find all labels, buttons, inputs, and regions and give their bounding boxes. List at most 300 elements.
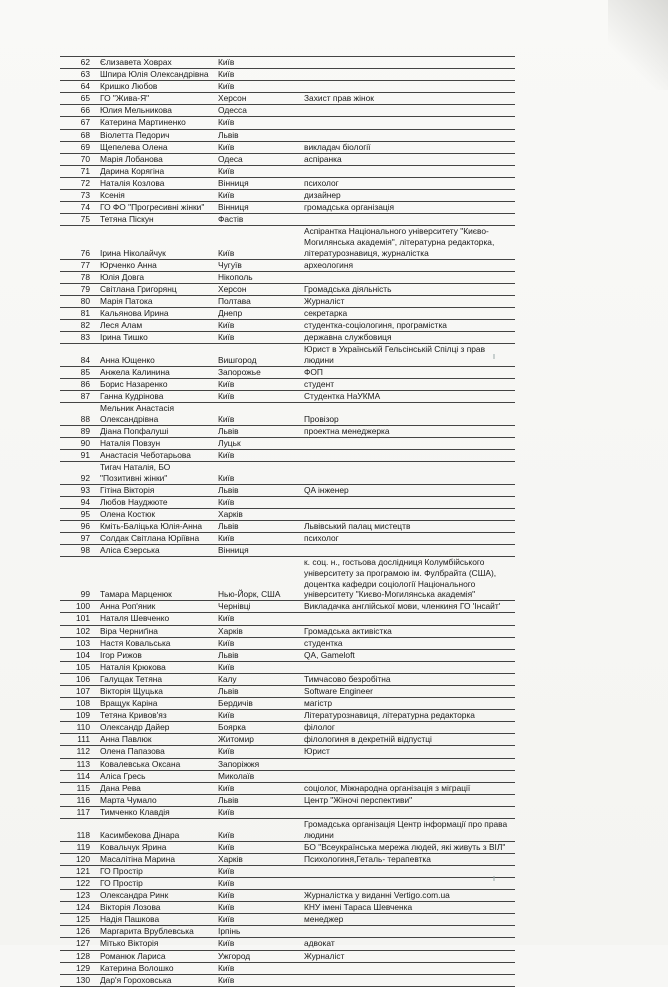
row-city: Київ [218, 806, 235, 817]
row-number: 76 [80, 247, 90, 258]
row-number: 115 [76, 782, 90, 793]
row-number: 94 [80, 496, 90, 507]
row-number: 82 [80, 320, 90, 331]
row-city: Київ [218, 450, 235, 461]
row-note: QA, Gameloft [304, 649, 355, 660]
row-note: студентка-соціологиня, програмістка [304, 320, 447, 331]
row-note: QA інженер [304, 484, 349, 495]
row-name: Марія Лобанова [100, 153, 163, 164]
table-row [60, 938, 515, 950]
row-number: 74 [80, 202, 90, 213]
row-name: Тамара Марценюк [100, 589, 172, 600]
row-city: Київ [218, 69, 235, 80]
row-city: Київ [218, 391, 235, 402]
table-row [60, 391, 515, 403]
row-note: проектна менеджерка [304, 425, 390, 436]
row-name: Галущак Тетяна [100, 673, 163, 684]
row-name: Ковальчук Ярина [100, 841, 167, 852]
table-row [60, 450, 515, 462]
row-city: Львів [218, 794, 239, 805]
row-number: 93 [80, 484, 90, 495]
row-name: Дарина Корягіна [100, 165, 165, 176]
row-name: Ігор Рижов [100, 649, 142, 660]
row-name: Аліса Гресь [100, 770, 146, 781]
row-name: Касимбекова Дінара [100, 829, 180, 840]
table-row [60, 807, 515, 819]
row-note: державна службовиця [304, 332, 392, 343]
table-row [60, 746, 515, 758]
row-city: Миколаїв [218, 770, 255, 781]
table-row [60, 926, 515, 938]
scan-speck [493, 354, 495, 359]
table-row [60, 914, 515, 926]
row-name: Олександр Дайер [100, 722, 170, 733]
row-number: 66 [80, 105, 90, 116]
row-number: 105 [76, 661, 90, 672]
table-row [60, 403, 515, 426]
row-number: 62 [80, 57, 90, 67]
row-number: 87 [80, 391, 90, 402]
scan-speck [493, 876, 495, 881]
table-row [60, 545, 515, 557]
row-name: Наталія Повзун [100, 438, 161, 448]
row-name: Олена Папазова [100, 746, 165, 757]
row-city: Одесса [218, 105, 247, 116]
row-number: 117 [76, 806, 90, 817]
row-note: студентка [304, 637, 343, 648]
row-city: Київ [218, 865, 235, 876]
row-city: Київ [218, 710, 235, 721]
row-number: 92 [80, 472, 90, 483]
row-name: Ксенія [100, 190, 125, 201]
table-row [60, 842, 515, 854]
row-note: Юрист в Українській Гельсінській Спілці з прав людини [304, 344, 486, 365]
row-city: Київ [218, 746, 235, 757]
row-number: 85 [80, 366, 90, 377]
row-note: психолог [304, 177, 339, 188]
row-number: 100 [76, 601, 90, 612]
table-row [60, 462, 515, 485]
table-row [60, 759, 515, 771]
row-city: Київ [218, 877, 235, 888]
row-number: 95 [80, 509, 90, 520]
row-number: 70 [80, 153, 90, 164]
table-row [60, 601, 515, 613]
row-note: КНУ імені Тараса Шевченка [304, 902, 413, 913]
table-row [60, 975, 515, 987]
table-row [60, 533, 515, 545]
row-number: 91 [80, 450, 90, 461]
row-name: Маргарита Врублевська [100, 926, 194, 937]
table-row [60, 332, 515, 344]
table-row [60, 521, 515, 533]
row-number: 68 [80, 129, 90, 140]
row-city: Київ [218, 902, 235, 913]
row-number: 84 [80, 354, 90, 365]
row-number: 130 [76, 974, 90, 985]
row-name: Масалітіна Марина [100, 853, 175, 864]
row-name: Олександра Ринк [100, 890, 169, 901]
table-row [60, 426, 515, 438]
row-name: Анна Роп'яник [100, 601, 156, 612]
row-number: 109 [76, 710, 90, 721]
signatory-table [60, 56, 515, 987]
table-row [60, 902, 515, 914]
row-number: 120 [76, 853, 90, 864]
row-name: Наталя Шевченко [100, 613, 170, 624]
row-city: Київ [218, 661, 235, 672]
row-name: Вращук Каріна [100, 698, 158, 709]
row-number: 88 [80, 413, 90, 424]
table-row [60, 284, 515, 296]
row-note: Тимчасово безробітна [304, 673, 391, 684]
row-city: Вінниця [218, 202, 249, 213]
row-city: Харків [218, 625, 243, 636]
row-number: 110 [76, 722, 90, 733]
row-name: Юлія Довга [100, 271, 145, 282]
row-name: Аліса Єзерська [100, 545, 160, 556]
table-row [60, 178, 515, 190]
table-row [60, 260, 515, 272]
row-note: ФОП [304, 366, 323, 377]
table-row [60, 166, 515, 178]
row-number: 96 [80, 521, 90, 532]
row-name: ГО ФО "Прогресивні жінки" [100, 202, 205, 213]
row-city: Запорожье [218, 366, 261, 377]
row-city: Львів [218, 484, 239, 495]
row-name: Тигач Наталія, БО "Позитивні жінки" [100, 462, 171, 483]
row-number: 129 [76, 962, 90, 973]
row-city: Київ [218, 890, 235, 901]
row-number: 116 [76, 794, 90, 805]
row-number: 65 [80, 93, 90, 104]
row-number: 114 [76, 770, 90, 781]
row-city: Вишгород [218, 354, 257, 365]
row-city: Київ [218, 247, 235, 258]
row-name: Солдак Світлана Юріївна [100, 533, 200, 544]
table-row [60, 650, 515, 662]
row-city: Львів [218, 425, 239, 436]
row-note: філолог [304, 722, 335, 733]
row-city: Львів [218, 521, 239, 532]
row-name: Тимченко Клавдія [100, 806, 170, 817]
table-row [60, 819, 515, 842]
row-number: 103 [76, 637, 90, 648]
row-note: Аспірантка Національного університету "Києво-Могилянська академія", літературна редакторка, літературознавиця, журналістка [304, 226, 495, 258]
table-row [60, 344, 515, 367]
row-name: Ковалевська Оксана [100, 758, 181, 769]
table-row [60, 296, 515, 308]
row-city: Одеса [218, 153, 243, 164]
page-corner-shadow [608, 0, 668, 90]
row-city: Нью-Йорк, США [218, 589, 281, 600]
row-city: Київ [218, 613, 235, 624]
row-note: секретарка [304, 307, 348, 318]
row-city: Київ [218, 782, 235, 793]
row-city: Луцьк [218, 438, 241, 448]
row-name: Віра Черниґіна [100, 625, 158, 636]
row-number: 89 [80, 425, 90, 436]
table-row [60, 272, 515, 284]
row-name: Вікторія Щуцька [100, 685, 163, 696]
table-row [60, 497, 515, 509]
row-name: Кміть-Баліцька Юлія-Анна [100, 521, 203, 532]
row-name: Марта Чумало [100, 794, 157, 805]
row-city: Київ [218, 190, 235, 201]
row-name: Діана Попфалуші [100, 425, 169, 436]
table-row [60, 214, 515, 226]
row-number: 71 [80, 165, 90, 176]
row-city: Полтава [218, 295, 251, 306]
row-note: Психологиня,Геталь- терапевтка [304, 853, 431, 864]
table-row [60, 626, 515, 638]
row-name: Любов Науджюте [100, 496, 168, 507]
table-row [60, 142, 515, 154]
table-row [60, 878, 515, 890]
row-note: соціолог, Міжнародна організація з міграції [304, 782, 471, 793]
table-row [60, 154, 515, 166]
row-name: ГО Простір [100, 877, 143, 888]
row-city: Київ [218, 413, 235, 424]
row-city: Київ [218, 57, 235, 67]
row-note: археологиня [304, 259, 353, 270]
table-row [60, 130, 515, 142]
row-city: Харків [218, 853, 243, 864]
table-row [60, 69, 515, 81]
row-city: Київ [218, 974, 235, 985]
table-row [60, 662, 515, 674]
row-name: Дана Рева [100, 782, 141, 793]
table-row [60, 783, 515, 795]
row-note: студент [304, 379, 335, 390]
row-city: Київ [218, 841, 235, 852]
row-note: магістр [304, 698, 333, 709]
row-name: Анжела Калинина [100, 366, 170, 377]
row-number: 77 [80, 259, 90, 270]
table-row [60, 734, 515, 746]
row-note: Громадська діяльність [304, 283, 392, 294]
row-number: 108 [76, 698, 90, 709]
row-note: Захист прав жінок [304, 93, 374, 104]
row-city: Київ [218, 914, 235, 925]
row-city: Харків [218, 509, 243, 520]
row-city: Ірпінь [218, 926, 241, 937]
table-row [60, 308, 515, 320]
row-number: 125 [76, 914, 90, 925]
table-row [60, 674, 515, 686]
row-name: Анастасія Чеботарьова [100, 450, 191, 461]
row-number: 63 [80, 69, 90, 80]
row-note: Юрист [304, 746, 330, 757]
row-number: 119 [76, 841, 90, 852]
row-number: 126 [76, 926, 90, 937]
row-name: Тетяна Піскун [100, 214, 154, 225]
table-row [60, 379, 515, 391]
row-name: Світлана Григорянц [100, 283, 177, 294]
row-name: Тетяна Кривов'яз [100, 710, 167, 721]
row-city: Житомир [218, 734, 254, 745]
table-row [60, 509, 515, 521]
row-city: Київ [218, 332, 235, 343]
table-row [60, 613, 515, 625]
row-number: 111 [77, 734, 90, 745]
row-note: к. соц. н., гостьова дослідниця Колумбійського університету за програмою ім. Фулбрайта (США), доцентка кафедри соціології Національного університету "Києво-Могилянська академія" [304, 557, 497, 600]
row-name: ГО Простір [100, 865, 143, 876]
row-note: філологиня в декретній відпустці [304, 734, 432, 745]
table-row [60, 686, 515, 698]
row-note: БО "Всеукраїнська мережа людей, які живуть з ВІЛ" [304, 841, 506, 852]
table-row [60, 190, 515, 202]
table-row [60, 81, 515, 93]
row-city: Запоріжжя [218, 758, 260, 769]
table-row [60, 226, 515, 259]
table-row [60, 963, 515, 975]
row-city: Київ [218, 141, 235, 152]
row-city: Львів [218, 649, 239, 660]
row-city: Вінниця [218, 177, 249, 188]
row-number: 97 [80, 533, 90, 544]
table-row [60, 105, 515, 117]
row-number: 69 [80, 141, 90, 152]
table-row [60, 722, 515, 734]
row-note: викладач біології [304, 141, 371, 152]
row-city: Київ [218, 81, 235, 92]
row-city: Херсон [218, 283, 247, 294]
row-number: 106 [76, 673, 90, 684]
row-city: Калу [218, 673, 237, 684]
row-name: Ганна Кудрінова [100, 391, 164, 402]
row-name: Марія Патока [100, 295, 153, 306]
row-number: 67 [80, 117, 90, 128]
row-number: 101 [76, 613, 90, 624]
row-note: Літературознавиця, літературна редакторка [304, 710, 475, 721]
row-name: Шпира Юлія Олександрівна [100, 69, 209, 80]
table-row [60, 795, 515, 807]
table-row [60, 890, 515, 902]
table-row [60, 557, 515, 601]
row-city: Нікополь [218, 271, 253, 282]
row-note: дизайнер [304, 190, 341, 201]
row-name: Олена Костюк [100, 509, 156, 520]
row-number: 64 [80, 81, 90, 92]
row-note: аспіранка [304, 153, 342, 164]
row-note: Software Engineer [304, 685, 373, 696]
row-number: 83 [80, 332, 90, 343]
table-row [60, 854, 515, 866]
row-note: менеджер [304, 914, 344, 925]
table-row [60, 638, 515, 650]
table-row [60, 367, 515, 379]
row-number: 124 [76, 902, 90, 913]
row-note: Провізор [304, 413, 339, 424]
row-name: Гітіна Вікторія [100, 484, 155, 495]
row-name: ГО "Жива-Я" [100, 93, 150, 104]
row-number: 72 [80, 177, 90, 188]
row-name: Щепелева Олена [100, 141, 168, 152]
row-name: Настя Ковальська [100, 637, 171, 648]
row-number: 75 [80, 214, 90, 225]
row-name: Мітько Вікторія [100, 938, 159, 949]
row-city: Ужгород [218, 950, 251, 961]
row-number: 81 [80, 307, 90, 318]
row-name: Катерина Мартиненко [100, 117, 186, 128]
row-number: 128 [76, 950, 90, 961]
row-city: Київ [218, 637, 235, 648]
row-note: Громадська організація Центр інформації про права людини [304, 819, 508, 840]
row-name: Романюк Лариса [100, 950, 166, 961]
row-note: психолог [304, 533, 339, 544]
row-name: Ірина Ніколайчук [100, 247, 166, 258]
row-number: 90 [80, 438, 90, 448]
row-name: Анна Павлюк [100, 734, 152, 745]
row-name: Борис Назаренко [100, 379, 168, 390]
row-city: Чугуїв [218, 259, 242, 270]
row-note: Центр "Жіночі перспективи" [304, 794, 413, 805]
row-name: Віолетта Педорич [100, 129, 170, 140]
row-city: Вінниця [218, 545, 249, 556]
row-number: 113 [76, 758, 90, 769]
row-name: Анна Ющенко [100, 354, 155, 365]
row-number: 104 [76, 649, 90, 660]
row-city: Київ [218, 962, 235, 973]
row-number: 98 [80, 545, 90, 556]
row-number: 127 [76, 938, 90, 949]
row-note: Журналіст [304, 950, 345, 961]
row-note: Львівський палац мистецтв [304, 521, 411, 532]
table-row [60, 951, 515, 963]
row-number: 112 [76, 746, 90, 757]
row-city: Київ [218, 117, 235, 128]
row-number: 99 [80, 589, 90, 600]
row-name: Леся Алам [100, 320, 143, 331]
row-city: Київ [218, 472, 235, 483]
row-note: Студентка НаУКМА [304, 391, 381, 402]
row-name: Катерина Волошко [100, 962, 174, 973]
row-name: Дар'я Гороховська [100, 974, 172, 985]
row-city: Київ [218, 938, 235, 949]
row-city: Київ [218, 829, 235, 840]
row-name: Наталія Козлова [100, 177, 165, 188]
table-row [60, 202, 515, 214]
row-number: 80 [80, 295, 90, 306]
row-name: Кальянова Ирина [100, 307, 169, 318]
row-number: 121 [76, 865, 90, 876]
row-number: 73 [80, 190, 90, 201]
row-city: Днепр [218, 307, 243, 318]
row-number: 122 [76, 877, 90, 888]
row-number: 78 [80, 271, 90, 282]
table-row [60, 485, 515, 497]
row-name: Наталія Крюкова [100, 661, 166, 672]
row-note: Журналістка у виданні Vertigo.com.ua [304, 890, 450, 901]
row-number: 118 [76, 829, 90, 840]
row-city: Київ [218, 320, 235, 331]
row-city: Київ [218, 533, 235, 544]
table-row [60, 771, 515, 783]
row-name: Кришко Любов [100, 81, 158, 92]
row-name: Вікторія Лозова [100, 902, 161, 913]
table-row [60, 698, 515, 710]
row-city: Боярка [218, 722, 246, 733]
table-row [60, 438, 515, 450]
row-city: Чернівці [218, 601, 251, 612]
row-name: Надія Пашкова [100, 914, 160, 925]
row-name: Ірина Тишко [100, 332, 148, 343]
table-row [60, 117, 515, 129]
table-row [60, 866, 515, 878]
table-row [60, 710, 515, 722]
row-number: 102 [76, 625, 90, 636]
